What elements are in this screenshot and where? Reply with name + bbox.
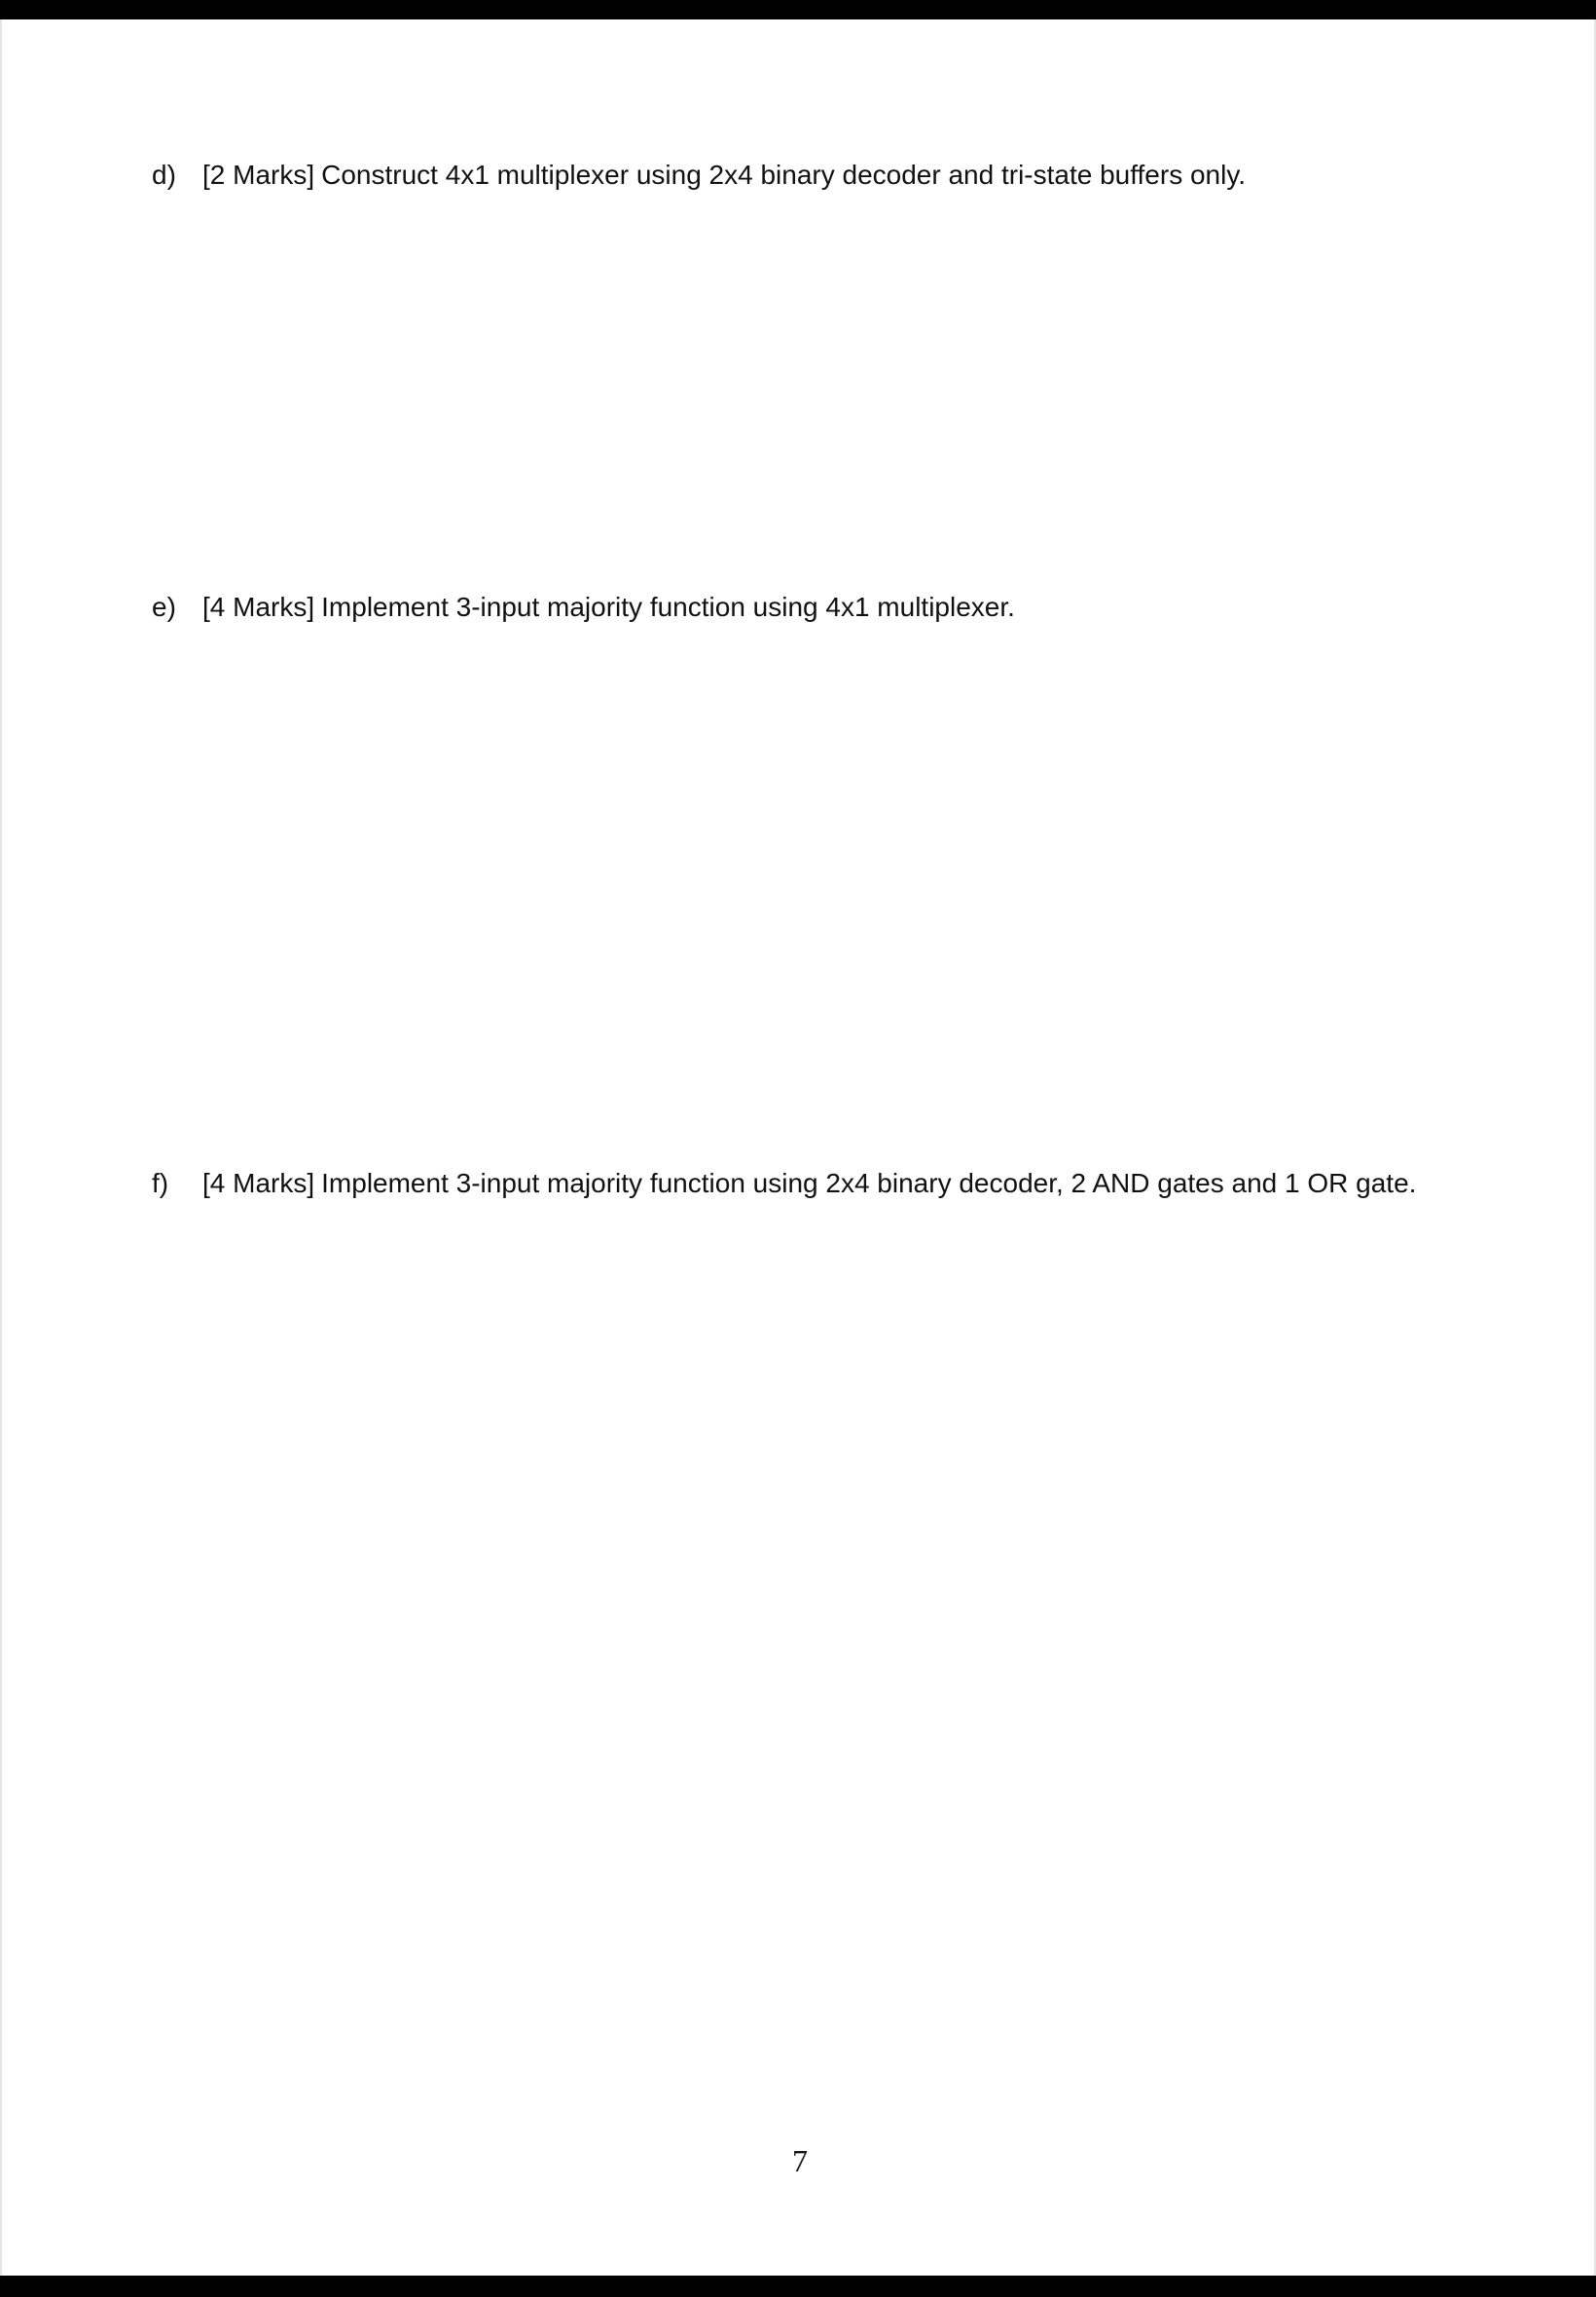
question-f: [152, 1166, 1416, 1201]
question-text: Construct 4x1 multiplexer using 2x4 binary decoder and tri-state buffers only.: [321, 160, 1247, 190]
question-label: f): [152, 1168, 169, 1198]
question-marks: [4 Marks]: [202, 1168, 315, 1198]
question-marks: [4 Marks]: [202, 592, 315, 622]
page-number: 7: [792, 2143, 808, 2178]
document-page: [0, 19, 1596, 2276]
question-text: Implement 3-input majority function using 2x4 binary decoder, 2 AND gates and 1 OR gate.: [321, 1168, 1417, 1198]
question-d: [152, 158, 1246, 193]
question-label: d): [152, 160, 176, 190]
question-text: Implement 3-input majority function using 4x1 multiplexer.: [321, 592, 1015, 622]
question-e: [152, 590, 1015, 625]
question-label: e): [152, 592, 176, 622]
question-marks: [2 Marks]: [202, 160, 315, 190]
